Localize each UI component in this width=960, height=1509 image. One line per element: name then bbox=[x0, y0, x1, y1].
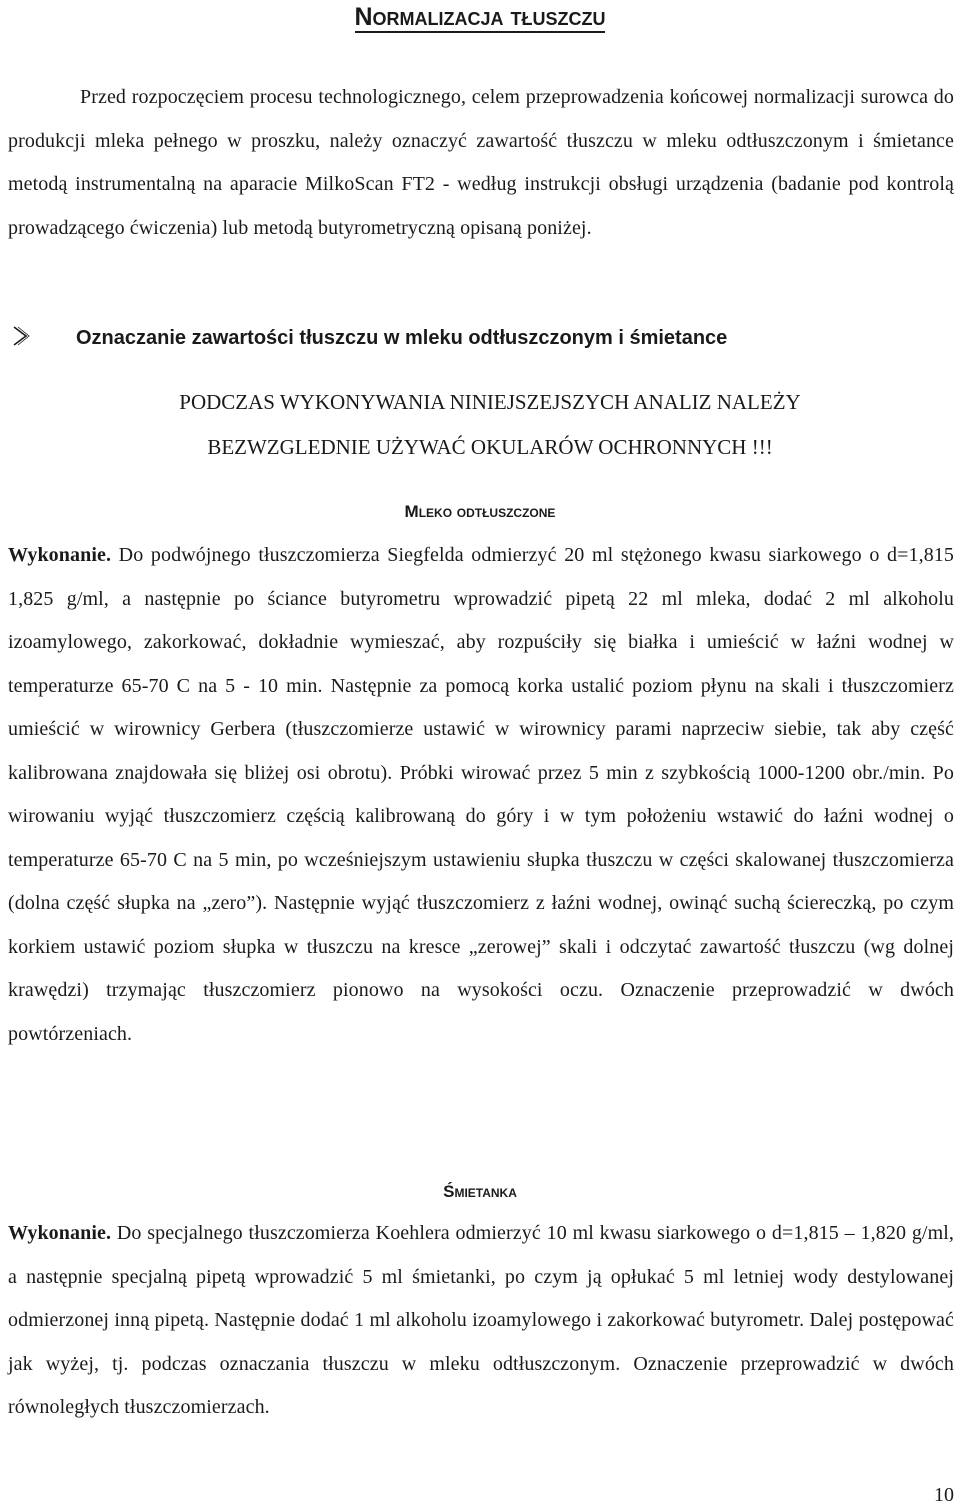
milk-text: Do podwójnego tłuszczomierza Siegfelda odmierzyć 20 ml stężonego kwasu siarkowego o d=1,815 1,825 g/ml, a następnie po ściance butyrometru wprowadzić pipetą 22 ml mleka, dodać 2 ml alkoholu izoamylowego, zakorkować, dokładnie wymieszać, aby rozpuściły się białka i umieścić w łaźni wodnej w temperaturze 65-70 C na 5 - 10 min. Następnie za pomocą korka ustalić poziom płynu na skali i tłuszczomierz umieścić w wirownicy Gerbera (tłuszczomierze ustawić w wirownicy parami naprzeciw siebie, tak aby część kalibrowana znajdowała się bliżej osi obrotu). Próbki wirować przez 5 min z szybkością 1000-1200 obr./min. Po wirowaniu wyjąć tłuszczomierz częścią kalibrowaną do góry i w tym położeniu wstawić do łaźni wodnej o temperaturze 65-70 C na 5 min, po wcześniejszym ustawieniu słupka tłuszczu w części skalowanej tłuszczomierza (dolna część słupka na „zero”). Następnie wyjąć tłuszczomierz z łaźni wodnej, owinąć suchą ściereczką, po czym korkiem ustawić poziom słupka w tłuszczu na kresce „zerowej” skali i odczytać zawartość tłuszczu (wg dolnej krawędzi) trzymając tłuszczomierz pionowo na wysokości oczu. Oznaczenie przeprowadzić w dwóch powtórzeniach. bbox=[8, 544, 954, 1045]
section-heading-text: Oznaczanie zawartości tłuszczu w mleku odtłuszczonym i śmietance bbox=[76, 327, 728, 349]
intro-paragraph: Przed rozpoczęciem procesu technologicznego, celem przeprowadzenia końcowej normalizacji surowca do produkcji mleka pełnego w proszku, należy oznaczyć zawartość tłuszczu w mleku odtłuszczonym i śmietance metodą instrumentalną na aparacie MilkoScan FT2 - według instrukcji obsługi urządzenia (badanie pod kontrolą prowadzącego ćwiczenia) lub metodą butyrometryczną opisaną poniżej. bbox=[8, 86, 954, 239]
page-number: 10 bbox=[934, 1484, 954, 1506]
cream-heading: Śmietanka bbox=[443, 1182, 517, 1201]
cream-procedure bbox=[8, 1212, 954, 1430]
section-heading bbox=[8, 321, 727, 355]
milk-heading: Mleko odtłuszczone bbox=[404, 502, 556, 521]
milk-procedure bbox=[8, 534, 954, 1056]
cream-label: Wykonanie. bbox=[8, 1222, 112, 1244]
arrow-bullet-icon bbox=[8, 324, 32, 348]
warning-line-2: BEZWZGLEDNIE UŻYWAĆ OKULARÓW OCHRONNYCH !!! bbox=[207, 435, 773, 459]
safety-warning bbox=[60, 380, 920, 470]
milk-label: Wykonanie. bbox=[8, 544, 112, 566]
cream-text: Do specjalnego tłuszczomierza Koehlera odmierzyć 10 ml kwasu siarkowego o d=1,815 – 1,820 g/ml, a następnie specjalną pipetą wprowadzić 5 ml śmietanki, po czym ją opłukać 5 ml letniej wody destylowanej odmierzonej inną pipetą. Następnie dodać 1 ml alkoholu izoamylowego i zakorkować butyrometr. Dalej postępować jak wyżej, tj. podczas oznaczania tłuszczu w mleku odtłuszczonym. Oznaczenie przeprowadzić w dwóch równoległych tłuszczomierzach. bbox=[8, 1222, 954, 1418]
warning-line-1: PODCZAS WYKONYWANIA NINIEJSZEJSZYCH ANALIZ NALEŻY bbox=[179, 390, 801, 414]
page-title: Normalizacja tłuszczu bbox=[354, 3, 606, 31]
